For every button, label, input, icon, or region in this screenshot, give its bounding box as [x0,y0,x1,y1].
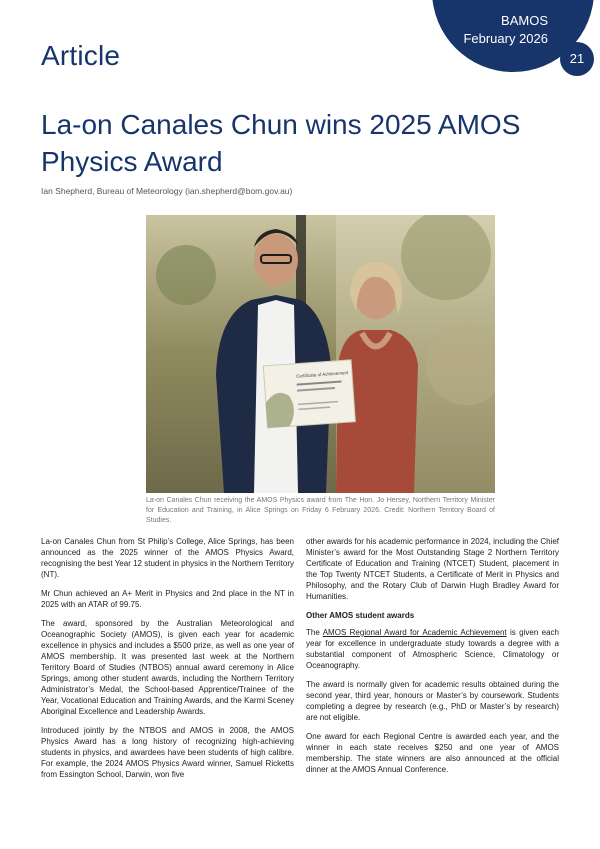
paragraph: The award is normally given for academic results obtained during the second year, third year, honours or Master’s by coursework. Students completing a degree by research (e.g., PhD or Master’s by research) are not eligible. [306,680,559,722]
paragraph: other awards for his academic performance in 2024, including the Chief Minister’s award for the Most Outstanding Stage 2 Northern Territory Certificate of Education and Training (NTCET) Student, placement in the Top Twenty NTCET Students, a Certificate of Merit in Physics and Philosophy, and the Rotary Club of Darwin Hugh Bradley Award for Humanities. [306,537,559,601]
text: is given each year for excellence in undergraduate study towards a degree with a substantial component of Atmospheric Science, Climatology or Oceanography. [306,628,559,670]
page-number: 21 [560,42,594,76]
right-column [306,536,559,783]
paragraph: One award for each Regional Centre is awarded each year, and the winner in each state receives $250 and one year of AMOS membership. The state winners are also announced at the official dinner at the AMOS Annual Conference. [306,732,559,774]
header-date: February 2026 [463,31,548,46]
paragraph: La-on Canales Chun from St Philip’s College, Alice Springs, has been announced as the 2025 winner of the AMOS Physics Award, recognising the best Year 12 student in physics in the Northern Territory (NT). [41,537,294,579]
award-photo [146,215,495,493]
regional-award-link[interactable]: AMOS Regional Award for Academic Achievement [322,628,507,637]
subheading: Other AMOS student awards [306,611,415,620]
paragraph: Introduced jointly by the NTBOS and AMOS in 2008, the AMOS Physics Award has a long history of recognizing high-achieving students in physics, and awardees have been students of high calibre. For example, the 2024 AMOS Physics Award winner, Samuel Ricketts from Essington School, Darwin, won five [41,726,294,779]
section-label: Article [41,40,121,71]
text: The [306,628,323,637]
article-title: La-on Canales Chun wins 2025 AMOS Physics Award [41,109,521,177]
left-column [41,536,294,788]
certificate-text: Certificate of Achievement [295,370,349,379]
header-org: BAMOS [501,13,548,28]
paragraph [306,627,559,671]
photo-illustration [146,215,495,493]
photo-caption: La-on Canales Chun receiving the AMOS Physics award from The Hon. Jo Hersey, Northern Territory Minister for Education and Training, in Alice Springs on Friday 6 February 2026. Credit: Northern Territory Board of Studies. [146,497,495,524]
paragraph: The award, sponsored by the Australian Meteorological and Oceanographic Society (AMOS), is given each year for academic excellence in physics and includes a $500 prize, as well as one year of AMOS membership. It was presented last week at the Northern Territory Board of Studies (NTBOS) annual award ceremony in Alice Springs, among other student awards, including the Northern Territory Administrator’s Medal, the School-based Apprentice/Trainee of the Year, Vocational Education and Training Awards, and the Karmi Sceney Aboriginal Excellence and Leadership Awards. [41,619,294,716]
byline: Ian Shepherd, Bureau of Meteorology (ian.shepherd@bom.gov.au) [41,186,293,196]
paragraph: Mr Chun achieved an A+ Merit in Physics and 2nd place in the NT in 2025 with an ATAR of 99.75. [41,589,294,609]
